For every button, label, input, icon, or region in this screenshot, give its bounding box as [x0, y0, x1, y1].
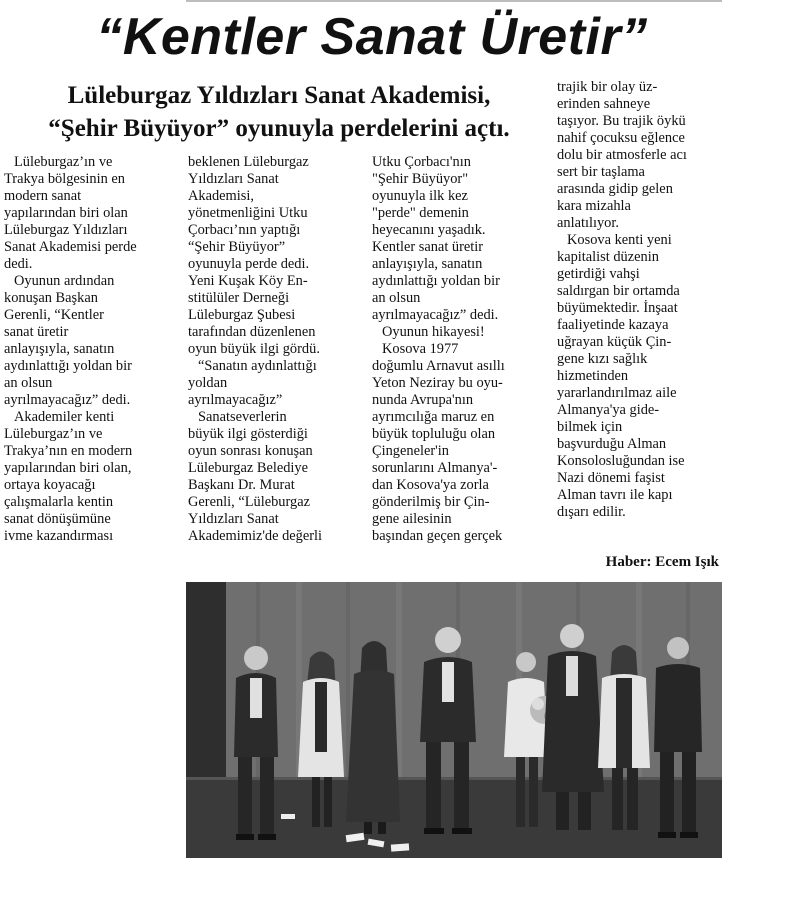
- article-line: Sanat Akademisi perde: [4, 239, 137, 255]
- article-line: Utku Çorbacı'nın: [372, 154, 471, 170]
- article-line: sanat üretir: [4, 324, 69, 340]
- article-line: erinden sahneye: [557, 96, 651, 112]
- byline: Haber: Ecem Işık: [605, 554, 719, 570]
- article-line: sanat dönüşümüne: [4, 511, 111, 527]
- article-line: Yıldızları Sanat: [188, 511, 279, 527]
- article-line: tarafından düzenlenen: [188, 324, 316, 340]
- article-line: ortaya koyacağı: [4, 477, 96, 493]
- article-line: Gerenli, “Lüleburgaz: [188, 494, 310, 510]
- article-line: kapitalist düzenin: [557, 249, 659, 265]
- article-line: arasında gidip gelen: [557, 181, 673, 197]
- article-line: gene kızı sağlık: [557, 351, 648, 367]
- article-line: Lüleburgaz Şubesi: [188, 307, 296, 323]
- article-line: ayrılmayacağız”: [188, 392, 283, 408]
- article-line: dedi.: [4, 256, 33, 272]
- article-line: Başkanı Dr. Murat: [188, 477, 295, 493]
- article-line: yoldan: [188, 375, 228, 391]
- article-line: Oyunun ardından: [14, 273, 115, 289]
- article-line: Yeni Kuşak Köy En-: [188, 273, 308, 289]
- article-line: yönetmenliğini Utku: [188, 205, 308, 221]
- side-curtain: [186, 582, 226, 782]
- top-rule: [186, 0, 722, 2]
- article-line: hizmetinden: [557, 368, 629, 384]
- article-line: büyümektedir. İnşaat: [557, 300, 678, 316]
- article-line: Yeton Neziray bu oyu-: [372, 375, 503, 391]
- article-line: nahif çocuksu eğlence: [557, 130, 685, 146]
- article-line: Almanya'ya gide-: [557, 402, 660, 418]
- article-line: Çorbacı’nın yaptığı: [188, 222, 301, 238]
- article-line: trajik bir olay üz-: [557, 79, 658, 95]
- article-line: Akademisi,: [188, 188, 254, 204]
- article-line: büyük ilgi gösterdiği: [188, 426, 308, 442]
- article-line: başından geçen gerçek: [372, 528, 503, 544]
- article-line: Trakya’nın en modern: [4, 443, 133, 459]
- article-line: Konsolosluğundan ise: [557, 453, 685, 469]
- article-line: Lüleburgaz’ın ve: [4, 426, 103, 442]
- article-line: “Şehir Büyüyor”: [188, 239, 286, 255]
- article-line: oyunuyla perde dedi.: [188, 256, 310, 272]
- article-line: yararlandırılmaz aile: [557, 385, 677, 401]
- article-line: ivme kazandırması: [4, 528, 114, 544]
- article-line: anlayışıyla, sanatın: [4, 341, 115, 357]
- article-line: saldırgan bir ortamda: [557, 283, 680, 299]
- subhead-line-1: Lüleburgaz Yıldızları Sanat Akademisi,: [67, 82, 491, 109]
- article-line: dolu bir atmosferle acı: [557, 147, 687, 163]
- article-line: Kentler sanat üretir: [372, 239, 484, 255]
- article-line: “Sanatın aydınlattığı: [198, 358, 317, 374]
- article-line: ayrılmayacağız” dedi.: [4, 392, 131, 408]
- article-line: dan Kosova'ya zorla: [372, 477, 489, 493]
- article-line: Akademiler kenti: [14, 409, 115, 425]
- article-line: modern sanat: [4, 188, 82, 204]
- article-line: kara mizahla: [557, 198, 631, 214]
- article-line: Lüleburgaz Yıldızları: [4, 222, 128, 238]
- article-line: bilmek için: [557, 419, 623, 435]
- article-line: Alman tavrı ile kapı: [557, 487, 673, 503]
- article-line: nunda Avrupa'nın: [372, 392, 474, 408]
- article-line: gene ailesinin: [372, 511, 452, 527]
- article-line: Kosova kenti yeni: [567, 232, 672, 248]
- article-line: an olsun: [4, 375, 53, 391]
- article-line: Oyunun hikayesi!: [382, 324, 485, 340]
- article-line: Çingeneler'in: [372, 443, 449, 459]
- article-line: heyecanını yaşadık.: [372, 222, 486, 238]
- article-line: oyun büyük ilgi gördü.: [188, 341, 320, 357]
- article-line: sorunlarını Almanya'-: [372, 460, 498, 476]
- group-photo: [186, 582, 722, 858]
- article-line: ayrımcılığa maruz en: [372, 409, 495, 425]
- article-column-1: [4, 154, 170, 545]
- article-line: oyunuyla ilk kez: [372, 188, 468, 204]
- article-line: "Şehir Büyüyor": [372, 171, 469, 187]
- article-line: Kosova 1977: [382, 341, 459, 357]
- article-line: ayrılmayacağız” dedi.: [372, 307, 499, 323]
- article-column-2: [188, 154, 354, 545]
- article-line: Akademimiz'de değerli: [188, 528, 323, 544]
- article-line: taşıyor. Bu trajik öykü: [557, 113, 686, 129]
- article-line: beklenen Lüleburgaz: [188, 154, 309, 170]
- article-line: oyun sonrası konuşan: [188, 443, 313, 459]
- article-line: "perde" demenin: [372, 205, 469, 221]
- headline: “Kentler Sanat Üretir”: [96, 8, 648, 66]
- article-line: getirdiği vahşi: [557, 266, 640, 282]
- article-line: dışarı edilir.: [557, 504, 626, 520]
- article-line: büyük topluluğu olan: [372, 426, 496, 442]
- article-line: Trakya bölgesinin en: [4, 171, 125, 187]
- article-line: anlayışıyla, sanatın: [372, 256, 483, 272]
- article-line: Lüleburgaz Belediye: [188, 460, 309, 476]
- article-line: Yıldızları Sanat: [188, 171, 279, 187]
- article-line: çalışmalarla kentin: [4, 494, 114, 510]
- article-line: Gerenli, “Kentler: [4, 307, 104, 323]
- article-line: yapılarından biri olan,: [4, 460, 132, 476]
- article-line: aydınlattığı yoldan bir: [4, 358, 132, 374]
- article-line: aydınlattığı yoldan bir: [372, 273, 500, 289]
- article-line: faaliyetinde kazaya: [557, 317, 669, 333]
- article-line: stitülüler Derneği: [188, 290, 290, 306]
- article-line: konuşan Başkan: [4, 290, 98, 306]
- article-column-3: [372, 154, 538, 545]
- article-line: doğumlu Arnavut asıllı: [372, 358, 505, 374]
- article-column-4: [557, 79, 723, 521]
- article-line: Nazi dönemi faşist: [557, 470, 665, 486]
- article-line: gönderilmiş bir Çin-: [372, 494, 490, 510]
- group-photo-drawing: [186, 582, 722, 858]
- subhead-line-2: “Şehir Büyüyor” oyunuyla perdelerini açtı.: [48, 115, 510, 142]
- article-line: an olsun: [372, 290, 421, 306]
- article-line: yapılarından biri olan: [4, 205, 128, 221]
- article-line: anlatılıyor.: [557, 215, 619, 231]
- article-line: sert bir taşlama: [557, 164, 645, 180]
- article-line: Sanatseverlerin: [198, 409, 287, 425]
- article-line: uğrayan küçük Çin-: [557, 334, 672, 350]
- article-line: başvurduğu Alman: [557, 436, 667, 452]
- article-line: Lüleburgaz’ın ve: [14, 154, 113, 170]
